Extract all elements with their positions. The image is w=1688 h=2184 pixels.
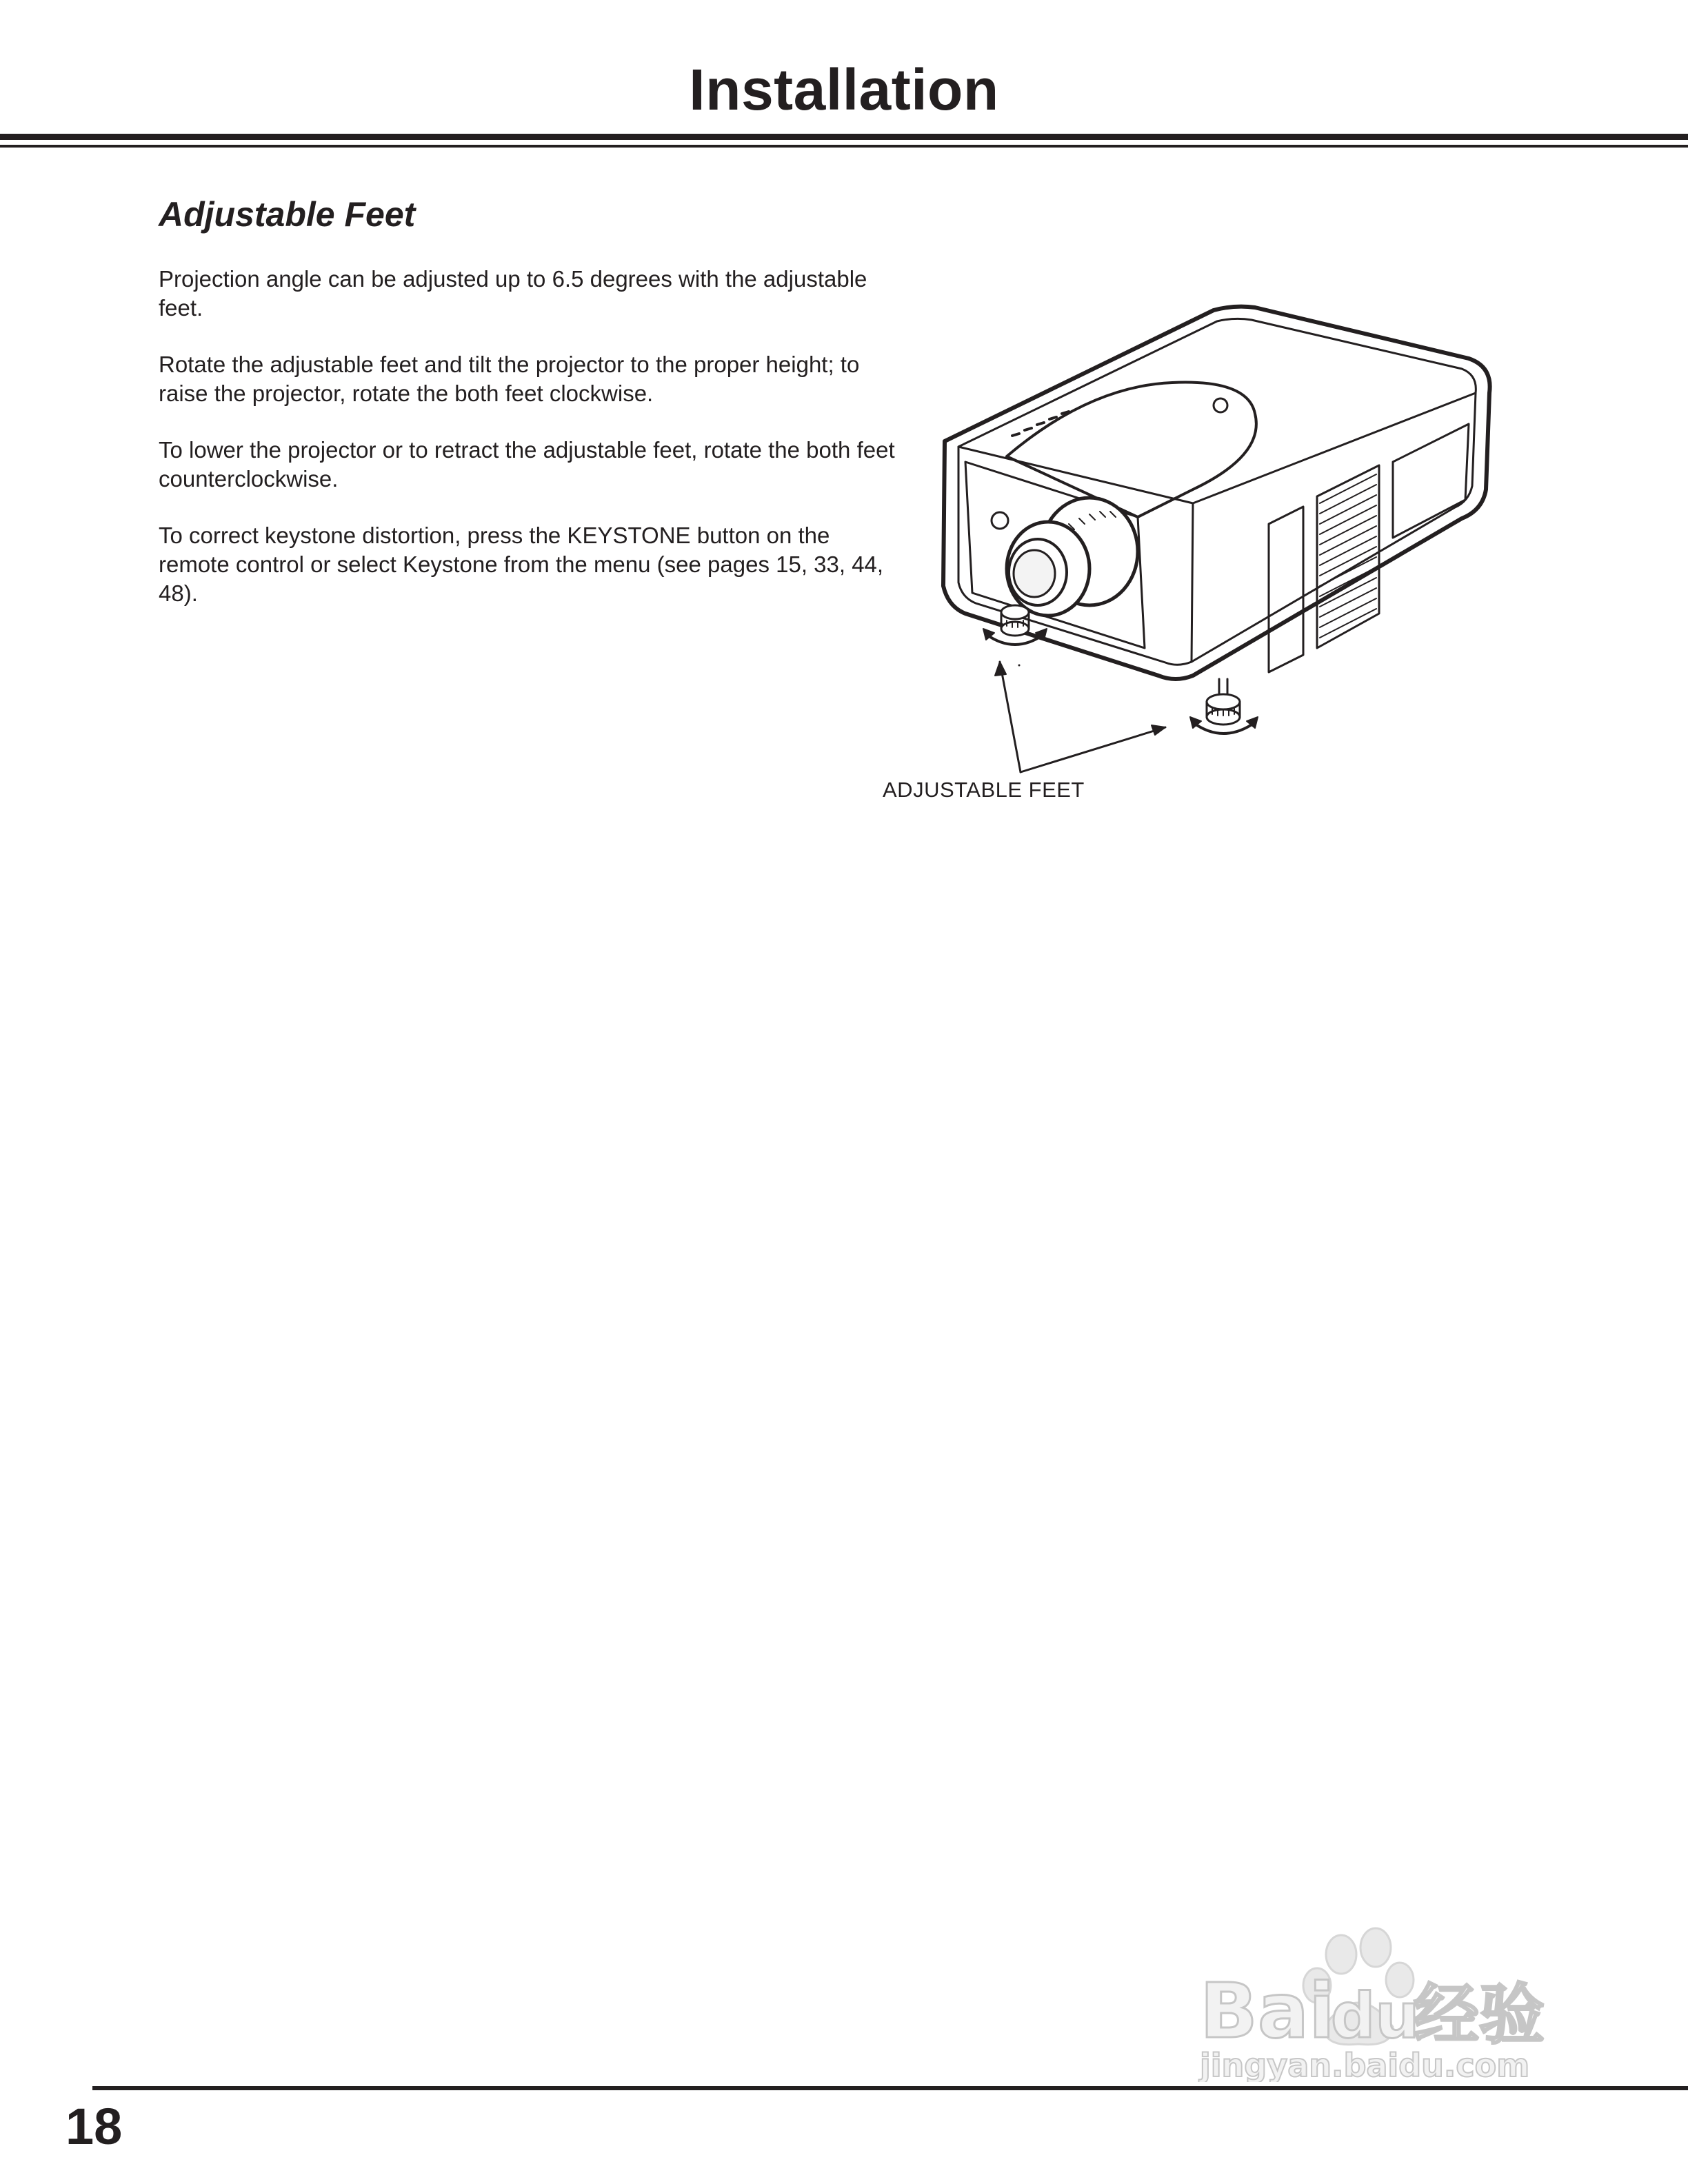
- baidu-watermark: [1186, 1923, 1600, 2082]
- body-text: [159, 265, 896, 636]
- header-rule-thick: [0, 134, 1688, 140]
- paragraph-keystone: To correct keystone distortion, press the KEYSTONE button on the remote control or select Keystone from the menu (see pages 15, 33, 44, 48).: [159, 523, 884, 606]
- footer-rule: [92, 2086, 1688, 2090]
- page-header: [0, 0, 1688, 152]
- svg-text:经验: 经验: [1414, 1977, 1545, 2053]
- projector-illustration-icon: [862, 290, 1551, 813]
- svg-text:du: du: [1331, 1980, 1420, 2052]
- svg-text:Bai: Bai: [1200, 1967, 1335, 2055]
- paragraph-raise: Rotate the adjustable feet and tilt the projector to the proper height; to raise the projector, rotate the both feet clockwise.: [159, 352, 860, 406]
- page-number: 18: [66, 2098, 123, 2155]
- projector-figure: [862, 290, 1551, 813]
- baidu-paw-logo-icon: [1186, 1923, 1600, 2082]
- svg-text:jingyan.baidu.com: jingyan.baidu.com: [1200, 2047, 1530, 2082]
- section-title: Adjustable Feet: [159, 195, 416, 234]
- paragraph-angle: Projection angle can be adjusted up to 6.5 degrees with the adjustable feet.: [159, 266, 867, 321]
- page-title: Installation: [689, 57, 999, 122]
- paragraph-lower: To lower the projector or to retract the adjustable feet, rotate the both feet counterclockwise.: [159, 437, 895, 492]
- header-rule-thin: [0, 145, 1688, 148]
- adjustable-feet-label: ADJUSTABLE FEET: [883, 778, 1085, 802]
